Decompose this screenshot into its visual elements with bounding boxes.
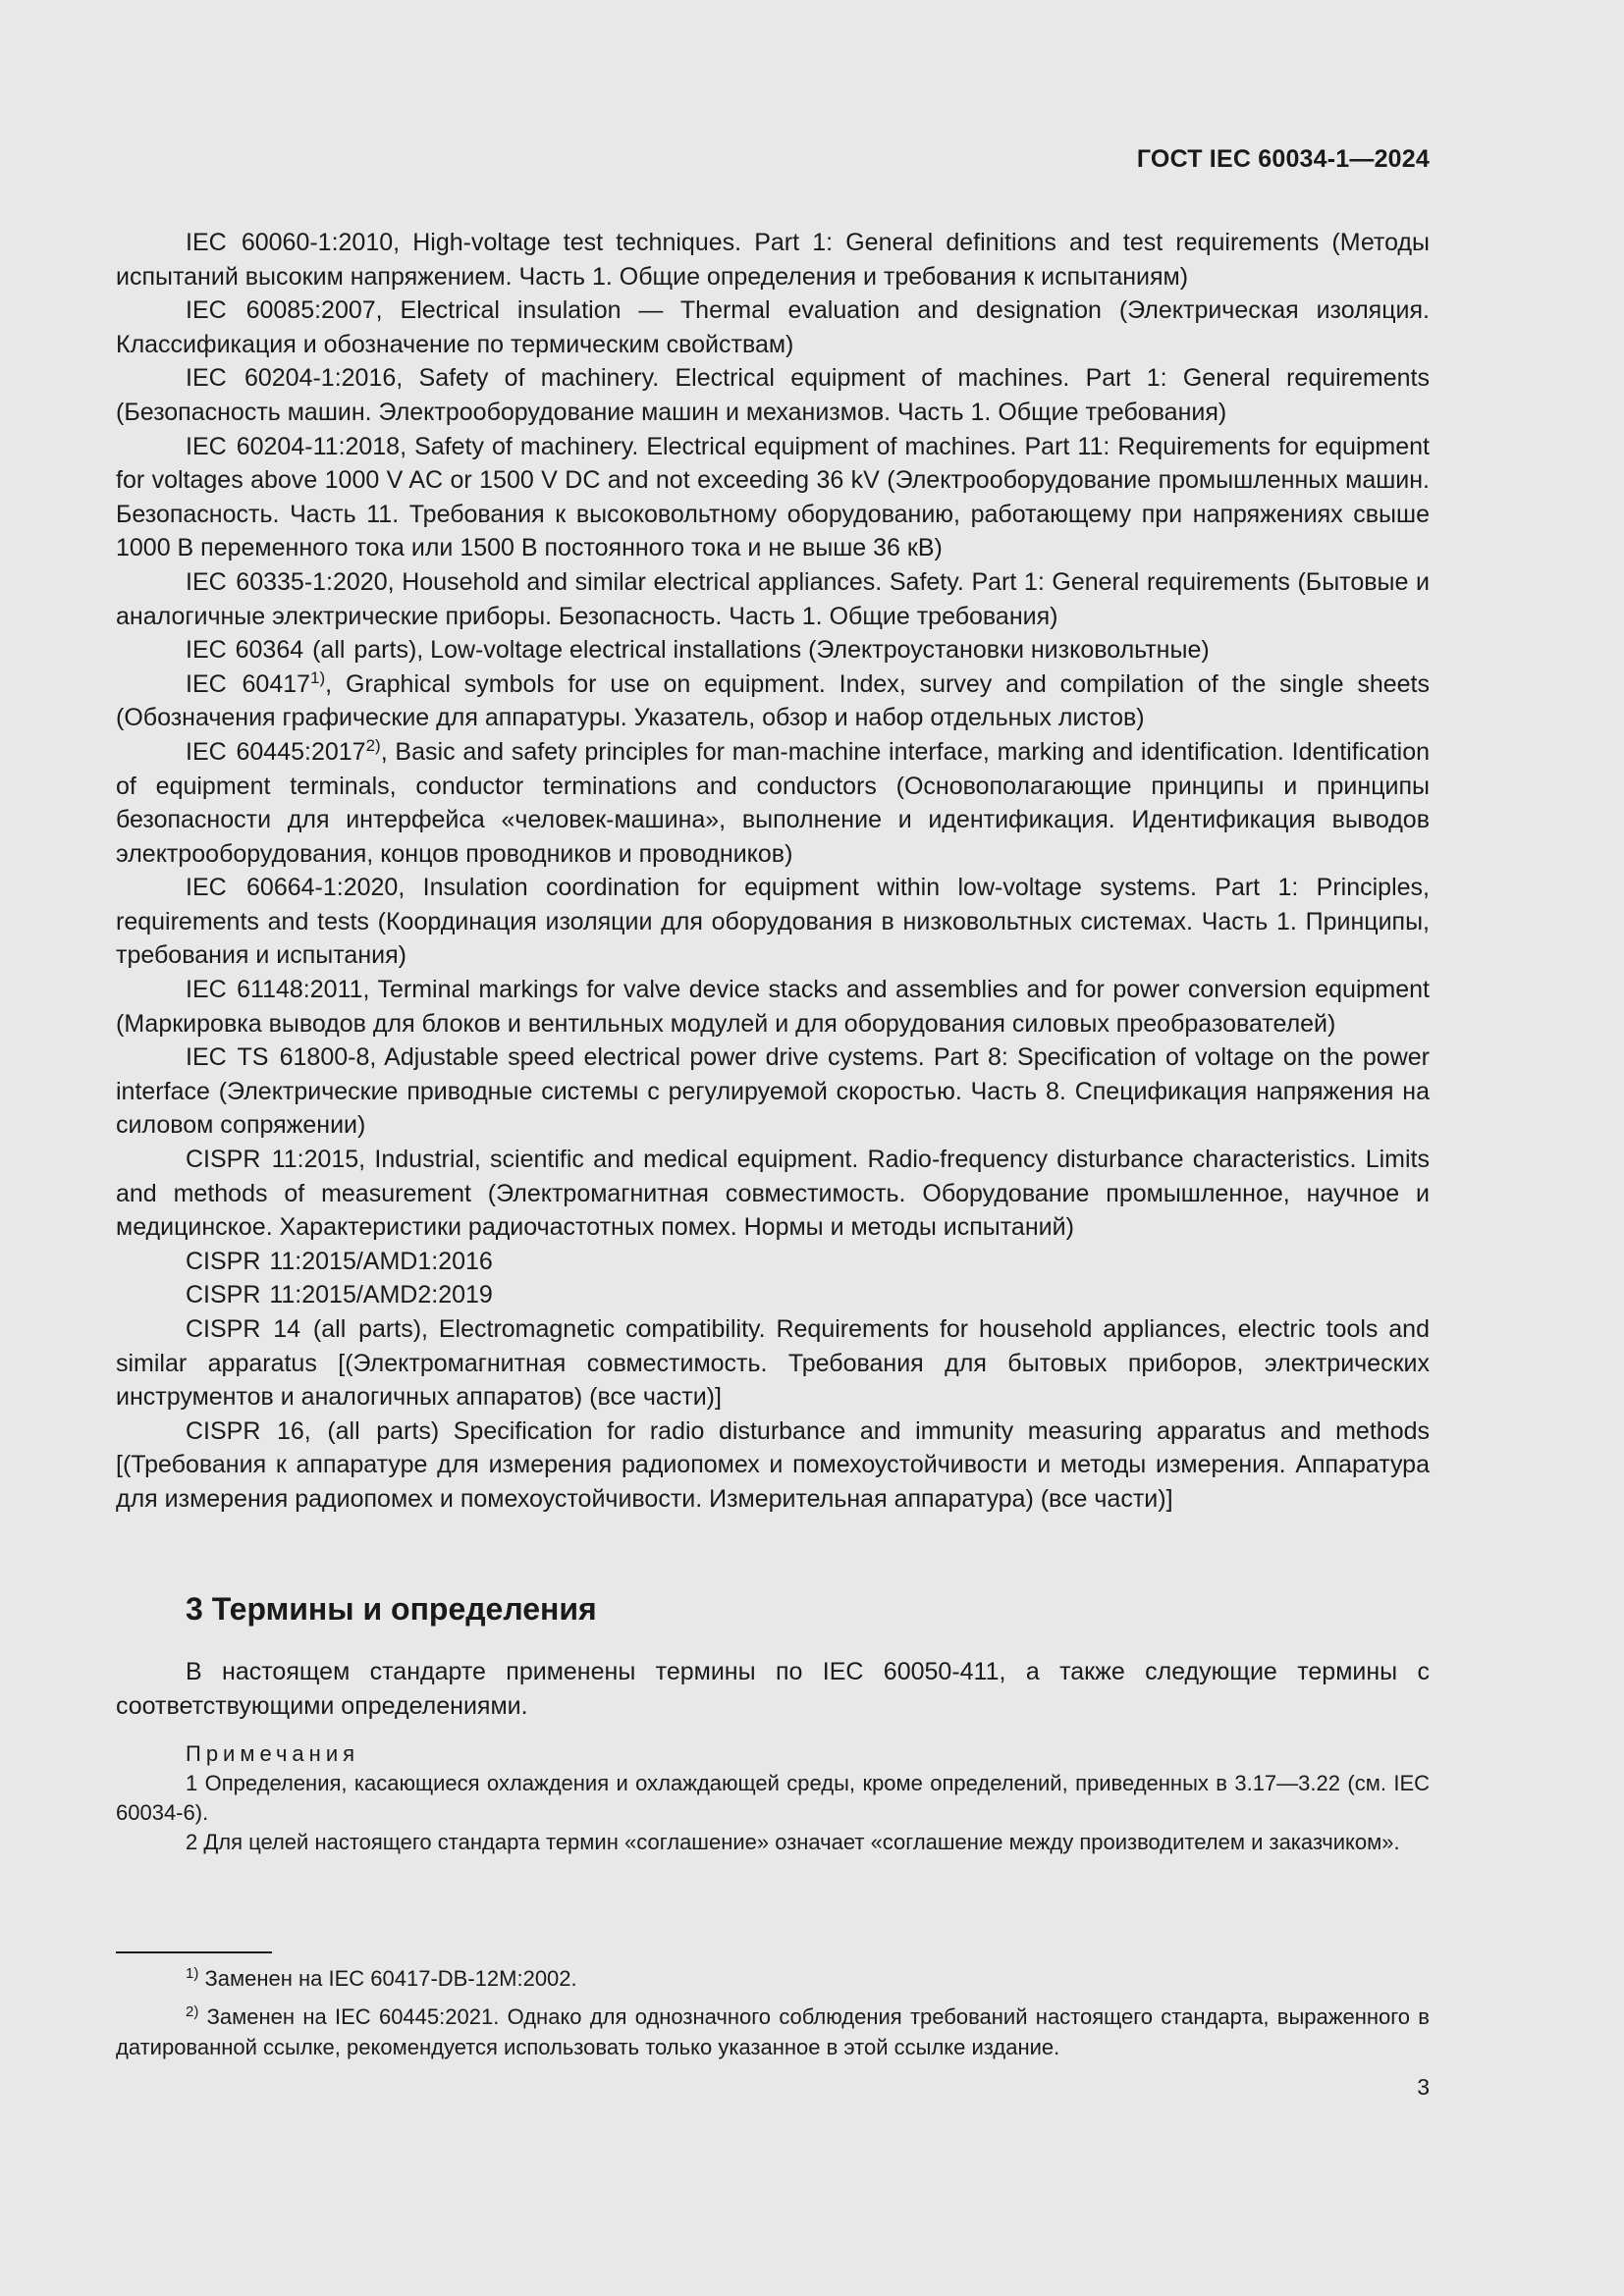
reference-code: CISPR 11:2015/AMD2:2019 (186, 1281, 493, 1309)
reference-text: Electromagnetic compatibility. Requirements for household appliances, electric tools and similar apparatus [(Электромагнитная совместимость. Требования для бытовых приборов, электрических инструментов и аналогичных аппаратов) (все части)] (116, 1315, 1430, 1412)
section-intro: В настоящем стандарте применены термины по IEC 60050-411, а также следующие термины с соответствующими определениями. (116, 1658, 1430, 1720)
reference-item (116, 633, 1430, 667)
reference-code: IEC 60060-1:2010, (186, 229, 401, 256)
note-item: 2 Для целей настоящего стандарта термин «соглашение» означает «соглашение между производителем и заказчиком». (186, 1830, 1400, 1854)
reference-code: IEC 60445:2017 (186, 737, 366, 766)
reference-code: CISPR 11:2015/AMD1:2016 (186, 1247, 493, 1275)
reference-text: High-voltage test techniques. Part 1: General definitions and test requirements (Методы испытаний высоким напряжением. Часть 1. Общие определения и требования к испытаниям) (116, 229, 1430, 291)
reference-item (116, 1143, 1430, 1245)
reference-item (116, 1278, 1430, 1312)
reference-text: , Graphical symbols for use on equipment. Index, survey and compilation of the single sheets (Обозначения графические для аппаратуры. Указатель, обзор и набор отдельных листов) (116, 669, 1431, 732)
reference-text: Specification for radio disturbance and immunity measuring apparatus and methods [(Требования к аппаратуре для измерения радиопомех и помехоустойчивости и методы измерения. Аппаратура для измерения радиопомех и помехоустойчивости. Измерительная аппаратура) (все части)] (116, 1416, 1430, 1513)
reference-code: IEC 60664-1:2020, (186, 874, 406, 902)
reference-item (116, 565, 1430, 633)
footnotes (116, 1963, 1430, 2062)
reference-code: IEC 61148:2011, (186, 976, 370, 1004)
reference-item (116, 361, 1430, 429)
reference-code: IEC 60335-1:2020, (186, 567, 395, 596)
document-header: ГОСТ IEC 60034-1—2024 (1136, 145, 1430, 173)
reference-text: Insulation coordination for equipment within low-voltage systems. Part 1: Principles, requirements and tests (Координация изоляции для оборудования в низковольтных системах. Часть 1. Принципы, требования и испытания) (116, 874, 1430, 970)
footnote-text: Заменен на IEC 60417-DB-12M:2002. (204, 1966, 577, 1991)
reference-text: Household and similar electrical appliances. Safety. Part 1: General requirements (Бытовые и аналогичные электрические приборы. Безопасность. Часть 1. Общие требования) (116, 567, 1430, 630)
reference-item (116, 735, 1430, 871)
reference-code: IEC 60204-1:2016, (186, 364, 404, 393)
reference-item (116, 430, 1430, 565)
reference-code: CISPR 16, (all parts) (186, 1416, 440, 1445)
notes-block (116, 1739, 1430, 1857)
reference-code: CISPR 14 (all parts), (186, 1315, 428, 1343)
footnote-divider (116, 1951, 272, 1953)
footnote-text: Заменен на IEC 60445:2021. Однако для однозначного соблюдения требований настоящего стандарта, выраженного в датированной ссылке, рекомендуется использовать только указанное в этой ссылке издание. (116, 2004, 1430, 2059)
reference-text: Terminal markings for valve device stacks and assemblies and for power conversion equipment (Маркировка выводов для блоков и вентильных модулей и для оборудования силовых преобразователей) (116, 976, 1430, 1038)
reference-code: IEC 60204-11:2018, (186, 432, 407, 460)
footnote-mark: 1) (186, 1965, 199, 1982)
reference-code: CISPR 11:2015, (186, 1146, 366, 1174)
footnote-item (116, 1963, 1430, 1994)
page-number: 3 (1417, 2074, 1430, 2100)
reference-item (116, 1415, 1430, 1517)
reference-text: Safety of machinery. Electrical equipment of machines. Part 1: General requirements (Безопасность машин. Электрооборудование машин и механизмов. Часть 1. Общие требования) (116, 364, 1430, 426)
note-item: 1 Определения, касающиеся охлаждения и охлаждающей среды, кроме определений, приведенных в 3.17—3.22 (см. IEC 60034-6). (116, 1771, 1430, 1825)
reference-item (116, 871, 1430, 973)
reference-item (116, 294, 1430, 361)
reference-text: Adjustable speed electrical power drive cystems. Part 8: Specification of voltage on the power interface (Электрические приводные системы с регулируемой скоростью. Часть 8. Спецификация напряжения на силовом сопряжении) (116, 1043, 1430, 1140)
reference-item (116, 973, 1430, 1041)
reference-item (116, 1312, 1430, 1415)
reference-text: Safety of machinery. Electrical equipment of machines. Part 11: Requirements for equipment for voltages above 1000 V AC or 1500 V DC and not exceeding 36 kV (Электрооборудование промышленных машин. Безопасность. Часть 11. Требования к высоковольтному оборудованию, работающему при напряжениях свыше 1000 В переменного тока или 1500 В постоянного тока и не выше 36 кВ) (116, 432, 1430, 562)
notes-title: Примечания (186, 1741, 360, 1766)
normative-references-list (116, 226, 1430, 1517)
reference-code: IEC 60364 (all parts), (186, 636, 424, 665)
reference-code: IEC 60417 (186, 669, 311, 698)
reference-code: IEC TS 61800-8, (186, 1043, 377, 1072)
reference-item (116, 1041, 1430, 1143)
section-title: 3 Термины и определения (186, 1591, 597, 1627)
reference-item (116, 1245, 1430, 1279)
reference-item (116, 667, 1430, 735)
reference-text: Industrial, scientific and medical equipment. Radio-frequency disturbance characteristics. Limits and methods of measurement (Электромагнитная совместимость. Оборудование промышленное, научное и медицинское. Характеристики радиочастотных помех. Нормы и методы испытаний) (116, 1146, 1430, 1242)
reference-text: Electrical insulation — Thermal evaluation and designation (Электрическая изоляция. Классификация и обозначение по термическим свойствам) (116, 296, 1430, 358)
reference-item (116, 226, 1430, 294)
footnote-item (116, 2002, 1430, 2062)
footnote-marker: 2) (365, 735, 381, 755)
reference-text: Low-voltage electrical installations (Электроустановки низковольтные) (430, 636, 1210, 665)
reference-code: IEC 60085:2007, (186, 296, 383, 325)
reference-text: , Basic and safety principles for man-machine interface, marking and identification. Identification of equipment terminals, conductor terminations and conductors (Основополагающие принципы и принципы безопасности для интерфейса «человек-машина», выполнение и идентификация. Идентификация выводов электрооборудования, концов проводников и проводников) (116, 737, 1431, 868)
footnote-mark: 2) (186, 2003, 199, 2020)
footnote-marker: 1) (310, 667, 326, 687)
